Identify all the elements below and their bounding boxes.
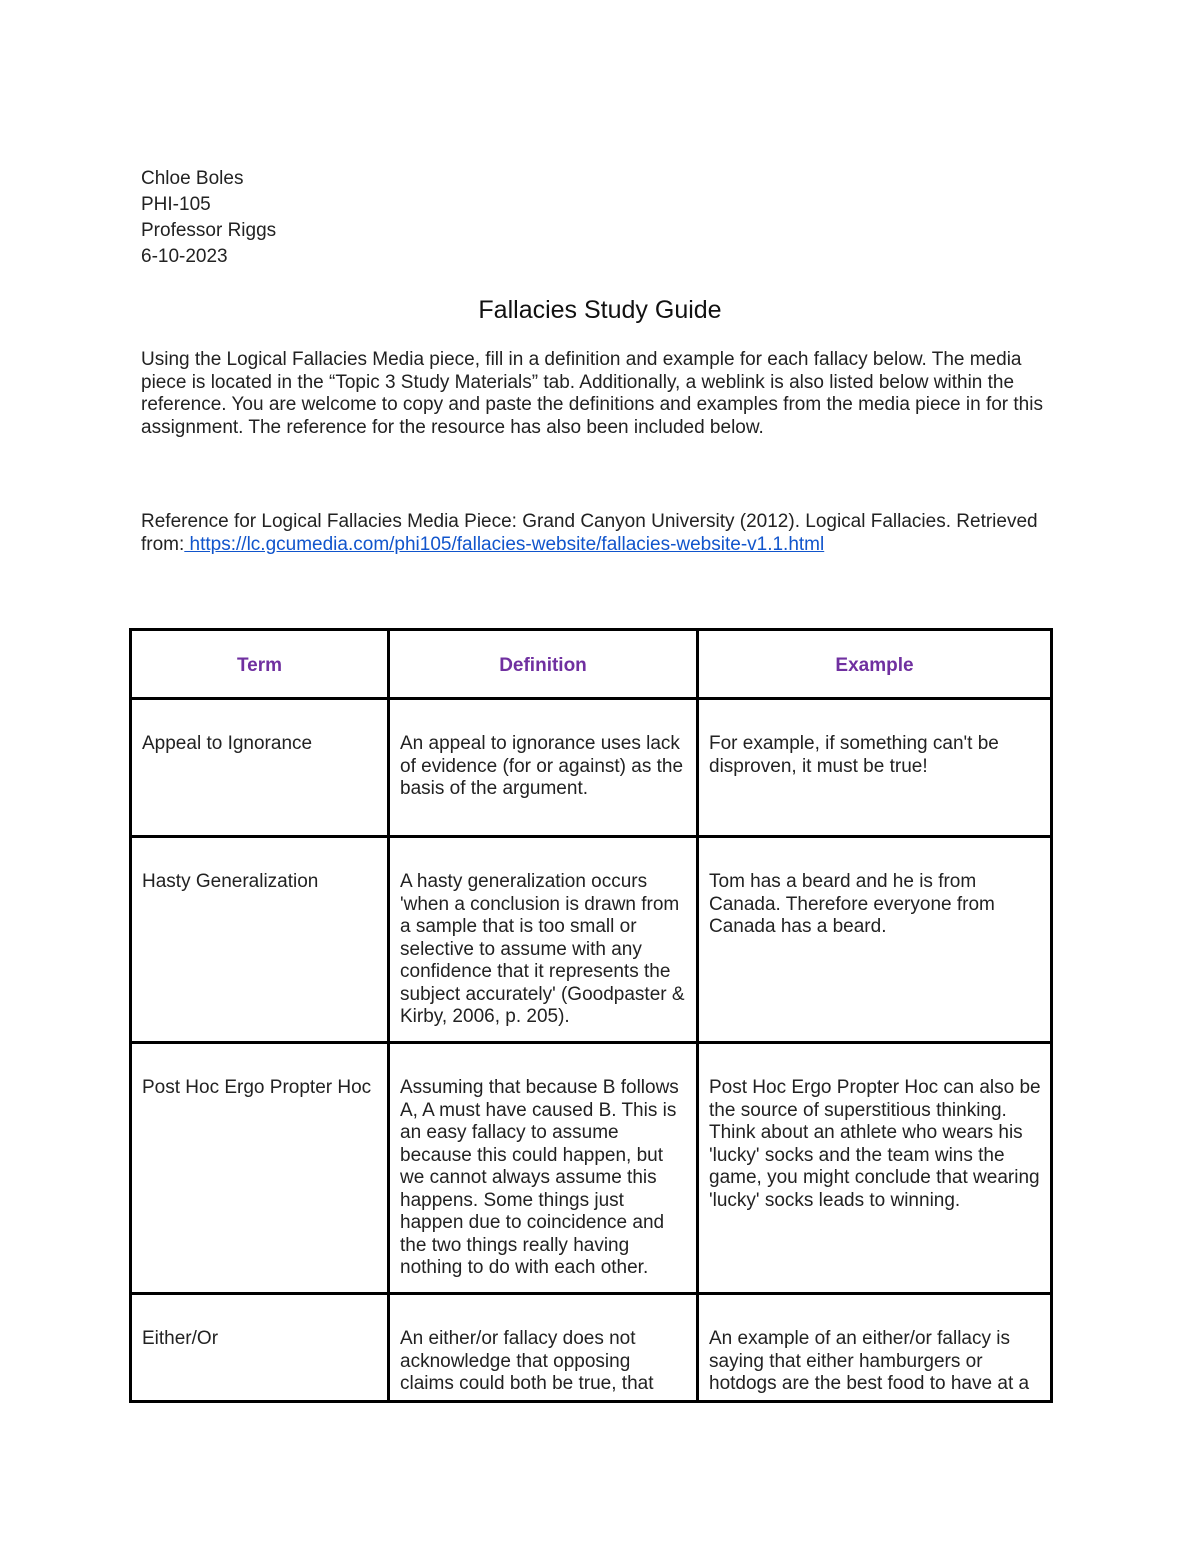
student-header	[141, 166, 276, 270]
term-cell: Either/Or	[131, 1294, 389, 1402]
table-row	[131, 1043, 1052, 1294]
reference-paragraph	[141, 511, 1061, 556]
table-row	[131, 699, 1052, 837]
term-cell: Hasty Generalization	[131, 837, 389, 1043]
definition-cell: An appeal to ignorance uses lack of evidence (for or against) as the basis of the argument.	[389, 699, 698, 837]
definition-cell: An either/or fallacy does not acknowledge that opposing claims could both be true, that	[389, 1294, 698, 1402]
assignment-date: 6-10-2023	[141, 246, 228, 267]
course-code: PHI-105	[141, 194, 211, 215]
definition-cell: A hasty generalization occurs 'when a conclusion is drawn from a sample that is too small or selective to assume with any confidence that it represents the subject accurately' (Goodpaster & Kirby, 2006, p. 205).	[389, 837, 698, 1043]
professor-name: Professor Riggs	[141, 220, 277, 241]
reference-link[interactable]: https://lc.gcumedia.com/phi105/fallacies-website/fallacies-website-v1.1.html	[184, 533, 825, 555]
header-term: Term	[131, 630, 389, 699]
example-cell: Post Hoc Ergo Propter Hoc can also be the source of superstitious thinking. Think about an athlete who wears his 'lucky' socks and the team wins the game, you might conclude that wearing 'lucky' socks leads to winning.	[698, 1043, 1052, 1294]
reference-text: Reference for Logical Fallacies Media Piece: Grand Canyon University (2012). Logical Fallacies. Retrieved from:	[141, 511, 1038, 555]
example-cell: An example of an either/or fallacy is saying that either hamburgers or hotdogs are the best food to have at a	[698, 1294, 1052, 1402]
definition-cell: Assuming that because B follows A, A must have caused B. This is an easy fallacy to assume because this could happen, but we cannot always assume this happens. Some things just happen due to coincidence and the two things really having nothing to do with each other.	[389, 1043, 698, 1294]
document-title: Fallacies Study Guide	[478, 296, 722, 324]
example-cell: Tom has a beard and he is from Canada. Therefore everyone from Canada has a beard.	[698, 837, 1052, 1043]
table-row	[131, 1294, 1052, 1402]
fallacies-table	[129, 628, 1053, 1403]
example-cell: For example, if something can't be disproven, it must be true!	[698, 699, 1052, 837]
term-cell: Post Hoc Ergo Propter Hoc	[131, 1043, 389, 1294]
student-name: Chloe Boles	[141, 168, 244, 189]
intro-paragraph: Using the Logical Fallacies Media piece, fill in a definition and example for each fallacy below. The media piece is located in the “Topic 3 Study Materials” tab. Additionally, a weblink is also listed below within the reference. You are welcome to copy and paste the definitions and examples from the media piece in for this assignment. The reference for the resource has also been included below.	[141, 349, 1043, 438]
table-row	[131, 837, 1052, 1043]
header-example: Example	[698, 630, 1052, 699]
term-cell: Appeal to Ignorance	[131, 699, 389, 837]
table-header-row	[131, 630, 1052, 699]
header-definition: Definition	[389, 630, 698, 699]
